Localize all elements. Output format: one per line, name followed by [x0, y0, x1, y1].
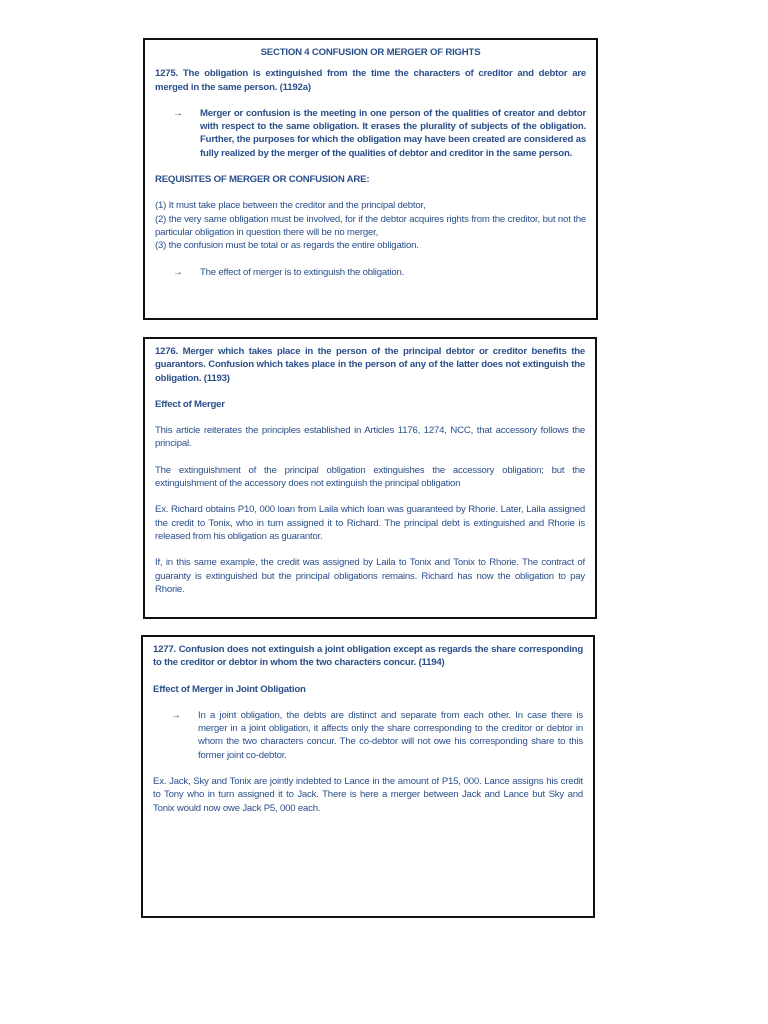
merger-effect-text: The effect of merger is to extinguish the obligation.: [200, 266, 405, 278]
merger-definition-text: Merger or confusion is the meeting in one person of the qualities of creator and debtor with respect to the same obligation. It erases the plurality of subjects of the obligation. Further, the purposes for which the obligation may have been created are considered as fully realized by the merger of the qualities of debtor and creditor in the same person.: [200, 107, 586, 159]
section-title: SECTION 4 CONFUSION OR MERGER OF RIGHTS: [260, 47, 481, 58]
bullet-joint-obligation: [171, 709, 583, 762]
joint-obligation-heading: Effect of Merger in Joint Obligation: [153, 683, 306, 695]
arrow-right-icon: →: [173, 266, 183, 278]
paragraph-accessory-principle: This article reiterates the principles established in Articles 1176, 1274, NCC, that accessory follows the principal.: [155, 425, 585, 450]
section-4-box: [143, 38, 598, 320]
bullet-merger-definition: [173, 107, 586, 160]
article-1276-box: [143, 337, 597, 619]
requisite-2: (2) the very same obligation must be involved, for if the debtor acquires rights from the creditor, but not the particular obligation in question there will be no merger,: [155, 213, 586, 238]
paragraph-extinguishment: The extinguishment of the principal obligation extinguishes the accessory obligation; but the extinguishment of the accessory does not extinguish the principal obligation: [155, 464, 585, 490]
effect-of-merger-heading: Effect of Merger: [155, 398, 225, 410]
bullet-merger-effect: [173, 266, 586, 279]
article-1277: 1277. Confusion does not extinguish a joint obligation except as regards the share corresponding to the creditor or debtor in whom the two characters concur. (1194): [153, 644, 583, 669]
paragraph-example-1: Ex. Richard obtains P10, 000 loan from Laila which loan was guaranteed by Rhorie. Later, Laila assigned the credit to Tonix, who in turn assigned it to Richard. The principal debt is extinguished and Rhorie is released from his obligation as guarantor.: [155, 504, 585, 542]
paragraph-example-joint: Ex. Jack, Sky and Tonix are jointly indebted to Lance in the amount of P15, 000. Lance assigns his credit to Tony who in turn assigned it to Jack. There is here a merger between Jack and Lance but Sky and Tonix would now owe Jack P5, 000 each.: [153, 776, 583, 814]
article-1275: 1275. The obligation is extinguished from the time the characters of creditor and debtor are merged in the same person. (1192a): [155, 68, 586, 93]
article-1276: 1276. Merger which takes place in the person of the principal debtor or creditor benefits the guarantors. Confusion which takes place in the person of any of the latter does not extinguish the obligation. (1193): [155, 346, 585, 384]
arrow-right-icon: →: [173, 107, 183, 119]
requisite-1: (1) It must take place between the creditor and the principal debtor,: [155, 200, 426, 212]
requisites-heading: REQUISITES OF MERGER OR CONFUSION ARE:: [155, 174, 370, 186]
arrow-right-icon: →: [171, 709, 181, 721]
paragraph-example-2: If, in this same example, the credit was assigned by Laila to Tonix and Tonix to Rhorie. The contract of guaranty is extinguished but the principal obligations remains. Richard has now the obligation to pay Rhorie.: [155, 557, 585, 595]
joint-obligation-text: In a joint obligation, the debts are distinct and separate from each other. In case there is merger in a joint obligation, it affects only the share corresponding to the creditor or debtor in whom the two characters concur. The co-debtor will not owe his corresponding share to this former joint co-debtor.: [198, 709, 583, 761]
article-1277-box: [141, 635, 595, 918]
requisite-3: (3) the confusion must be total or as regards the entire obligation.: [155, 240, 419, 252]
